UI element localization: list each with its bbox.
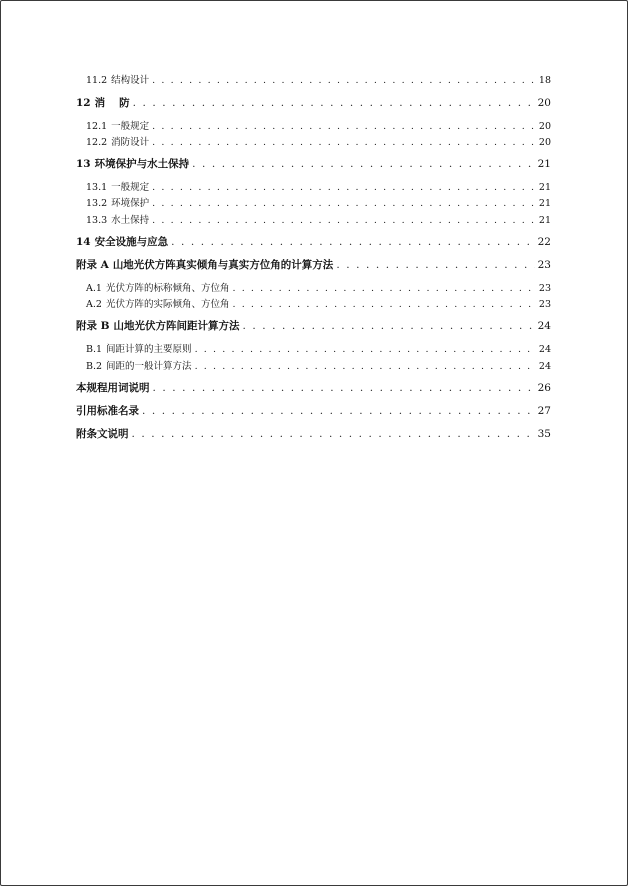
toc-entry[interactable] bbox=[86, 72, 551, 86]
toc-leader-dots bbox=[153, 382, 535, 394]
toc-leader-dots bbox=[195, 344, 536, 355]
toc-entry-number: 14 bbox=[76, 236, 91, 248]
toc-entry-number: 13.1 bbox=[86, 182, 108, 193]
toc-entry-number: 12.1 bbox=[86, 121, 108, 132]
toc-entry-page: 18 bbox=[538, 75, 551, 86]
toc-entry[interactable] bbox=[86, 280, 551, 294]
toc-entry-page: 24 bbox=[538, 361, 551, 372]
toc-leader-dots bbox=[152, 215, 536, 226]
toc-entry[interactable] bbox=[86, 195, 551, 209]
toc-entry-number: 12.2 bbox=[86, 137, 108, 148]
toc-entry-title: 水土保持 bbox=[111, 215, 150, 226]
toc-entry-page: 24 bbox=[538, 344, 551, 355]
toc-entry[interactable] bbox=[86, 118, 551, 132]
toc-entry-title: 消防设计 bbox=[111, 137, 150, 148]
toc-leader-dots bbox=[192, 158, 535, 170]
toc-entry-page: 21 bbox=[538, 182, 551, 193]
toc-entry-title: 防 bbox=[119, 97, 130, 109]
toc-entry-number: 附录 B bbox=[76, 320, 110, 332]
toc-entry-title: 山地光伏方阵真实倾角与真实方位角的计算方法 bbox=[112, 259, 334, 271]
toc-leader-dots bbox=[152, 137, 536, 148]
toc-entry[interactable] bbox=[86, 341, 551, 355]
toc-entry[interactable] bbox=[76, 318, 551, 333]
toc-leader-dots bbox=[133, 97, 535, 109]
toc-entry-number: 13.2 bbox=[86, 198, 108, 209]
toc-entry-title: 光伏方阵的标称倾角、方位角 bbox=[105, 283, 230, 294]
toc-entry-page: 20 bbox=[538, 137, 551, 148]
toc-entry[interactable] bbox=[76, 403, 551, 418]
toc-entry-page: 22 bbox=[537, 236, 551, 248]
toc-entry[interactable] bbox=[86, 296, 551, 310]
toc-entry-title: 光伏方阵的实际倾角、方位角 bbox=[105, 299, 230, 310]
toc-leader-dots bbox=[152, 198, 536, 209]
toc-entry[interactable] bbox=[76, 234, 551, 249]
toc-entry-title: 间距计算的主要原则 bbox=[106, 344, 192, 355]
toc-entry[interactable] bbox=[86, 212, 551, 226]
toc-entry-page: 35 bbox=[537, 428, 551, 440]
toc-entry-title: 安全设施与应急 bbox=[94, 236, 169, 248]
toc-entry-title: 本规程用词说明 bbox=[76, 382, 150, 394]
toc-entry-title: 一般规定 bbox=[111, 121, 150, 132]
toc-leader-dots bbox=[171, 236, 535, 248]
toc-entry-title: 附条文说明 bbox=[76, 428, 129, 440]
toc-entry-page: 20 bbox=[537, 97, 551, 109]
toc-entry-number: B.2 bbox=[86, 361, 103, 372]
toc-entry[interactable] bbox=[76, 156, 551, 171]
toc-leader-dots bbox=[232, 283, 535, 294]
toc-entry-page: 21 bbox=[538, 215, 551, 226]
toc-entry-page: 27 bbox=[537, 405, 551, 417]
toc-entry-title: 环境保护与水土保持 bbox=[94, 158, 190, 170]
toc-entry-title: 一般规定 bbox=[111, 182, 150, 193]
toc-entry-page: 23 bbox=[538, 283, 551, 294]
toc-entry[interactable] bbox=[86, 134, 551, 148]
toc-entry-page: 21 bbox=[537, 158, 551, 170]
toc-leader-dots bbox=[152, 121, 536, 132]
toc-entry-page: 23 bbox=[537, 259, 551, 271]
toc-entry-number: 11.2 bbox=[86, 75, 108, 86]
toc-entry-page: 26 bbox=[537, 382, 551, 394]
toc-entry[interactable] bbox=[76, 426, 551, 441]
toc-entry[interactable] bbox=[86, 358, 551, 372]
toc-entry[interactable] bbox=[76, 257, 551, 272]
toc-entry-title: 引用标准名录 bbox=[76, 405, 139, 417]
toc-entry-number: 12 bbox=[76, 97, 91, 109]
toc-entry-page: 21 bbox=[538, 198, 551, 209]
toc-leader-dots bbox=[336, 259, 534, 271]
toc-entry[interactable] bbox=[76, 95, 551, 110]
toc-leader-dots bbox=[152, 182, 536, 193]
toc-entry-number: 附录 A bbox=[76, 259, 109, 271]
toc-leader-dots bbox=[195, 361, 536, 372]
toc-entry[interactable] bbox=[86, 179, 551, 193]
toc-entry-title: 间距的一般计算方法 bbox=[106, 361, 192, 372]
toc-entry-title: 结构设计 bbox=[111, 75, 150, 86]
toc-leader-dots bbox=[152, 75, 536, 86]
toc-entry-number: A.1 bbox=[86, 283, 102, 294]
toc-entry-page: 23 bbox=[538, 299, 551, 310]
toc-entry-number: 13.3 bbox=[86, 215, 108, 226]
toc-entry-number: 13 bbox=[76, 158, 91, 170]
toc-leader-dots bbox=[243, 320, 535, 332]
toc-leader-dots bbox=[232, 299, 535, 310]
toc-entry-page: 24 bbox=[537, 320, 551, 332]
toc-entry-number: A.2 bbox=[86, 299, 102, 310]
toc-entry-page: 20 bbox=[538, 121, 551, 132]
toc-entry-title: 环境保护 bbox=[111, 198, 150, 209]
toc-leader-dots bbox=[142, 405, 535, 417]
toc-leader-dots bbox=[132, 428, 535, 440]
toc-entry[interactable] bbox=[76, 380, 551, 395]
toc-entry-title: 山地光伏方阵间距计算方法 bbox=[113, 320, 240, 332]
toc-entry-number: B.1 bbox=[86, 344, 103, 355]
toc-entry-title: 消 bbox=[94, 97, 106, 109]
